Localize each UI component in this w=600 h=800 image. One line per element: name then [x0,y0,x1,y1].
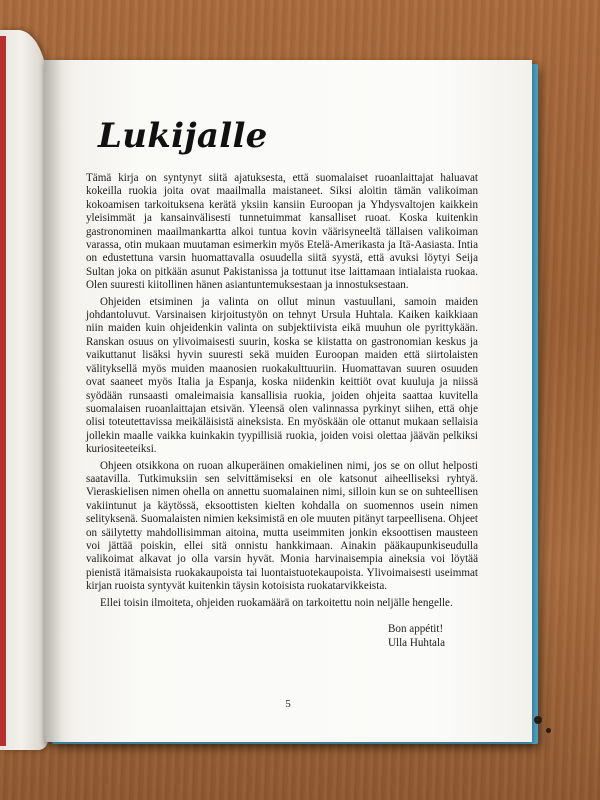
paragraph-3: Ohjeen otsikkona on ruoan alkuperäinen omakielinen nimi, jos se on ollut helposti saatavilla. Tutkimuksiin sen selvittämiseksi en ole katsonut aiheelliseksi ryhtyä. Vieraskielisen nimen ohella on annettu suomalainen nimi, silloin kun se on suhteellisen vakiintunut ja käytössä, eksoottisten kielten kohdalla on suomennos usein nimen selityksenä. Suomalaisten nimien keksimistä en ole muuten pitänyt tarpeellisena. Ohjeet on säilytetty mahdollisimman aitoina, mutta useimmiten jonkin eksoottisen mausteen voi jättää poiskin, ellei sitä onnistu hankkimaan. Ainakin pääkaupunkiseudulla valikoimat alkavat jo olla varsin hyvät. Monia harvinaisempia aineksia voi löytää pienistä itämaisista ruokakaupoista tai luontaistuotekaupoista. Ylivoimaisesti useimmat kirjan ruoista syntyvät kuitenkin täysin kotoisista ruokatarvikkeista. [86,459,478,593]
paragraph-2: Ohjeiden etsiminen ja valinta on ollut minun vastuullani, samoin maiden johdantoluvut. Varsinaisen kirjoitustyön on tehnyt Ursula Huhtala. Kaiken kaikkiaan niin maiden kuin ohjeidenkin valinta on subjektiivista eikä muuhun ole pyrittykään. Ranskan osuus on ylivoimaisesti suurin, koska se kiistatta on gastronomian keskus ja vaikuttanut lisäksi hyvin suuresti sekä muiden Euroopan maiden että siirtolaisten välityksellä myös muiden maanosien ruokakulttuuriin. Huomattavan suuren osuuden ovat saaneet myös Italia ja Espanja, koska niidenkin keittiöt ovat kuuluja ja niissä syödään runsaasti omaleimaisia kansallisia ruokia, joiden ohjeita saattaa kuvitella suomalaisen ruoanlaittajan etsivän. Yleensä olen valinnassa pyrkinyt siihen, että ohje olisi toteutettavissa meikäläisistä aineksista. En myöskään ole ottanut mukaan sellaisia jollekin maalle vaikka kuinkakin tyypillisiä ruokia, joiden voisi olettaa jäävän pelkiksi kuriositeeteiksi. [86,295,478,456]
paragraph-4: Ellei toisin ilmoiteta, ohjeiden ruokamäärä on tarkoitettu noin neljälle hengelle. [100,596,453,609]
page-content [86,116,478,650]
paragraph-1: Tämä kirja on syntynyt siitä ajatuksesta, että suomalaiset ruoanlaittajat haluavat kokeilla ruokia joita ovat maailmalla maistaneet. Siksi aloitin tämän valikoiman kokoamisen tarkoituksena kerätä yksiin kansiin Euroopan ja Yhdysvaltojen kaikkein yleisimmät ja kansainvälisesti tunnetuimmat kansalliset ruoat. Koska kuitenkin gastronominen maailmankartta alkoi tuntua kovin väärisyneeltä tällaisen valikoiman varassa, otin mukaan muutaman esimerkin myös Etelä-Amerikasta ja Itä-Aasiasta. Intia on edustettuna varsin huomattavalla osuudella siitä syystä, että avuksi löytyi Seija Sultan joka on pitkään asunut Pakistanissa ja tottunut itse laittamaan intialaista ruokaa. Olen suuresti kiitollinen hänen asiantuntemuksestaan ja innostuksestaan. [86,172,478,292]
book-page [44,60,532,742]
table-knot-spot-small [546,728,551,733]
left-page-red-edge [0,36,6,746]
page-title: Lukijalle [98,116,268,156]
signoff-greeting: Bon appétit! [388,623,444,635]
table-knot-spot [534,716,542,724]
left-page-edge [0,30,48,750]
signoff [86,622,478,650]
gutter-shadow [44,60,62,742]
page-number: 5 [285,698,291,710]
signoff-name: Ulla Huhtala [388,637,445,649]
